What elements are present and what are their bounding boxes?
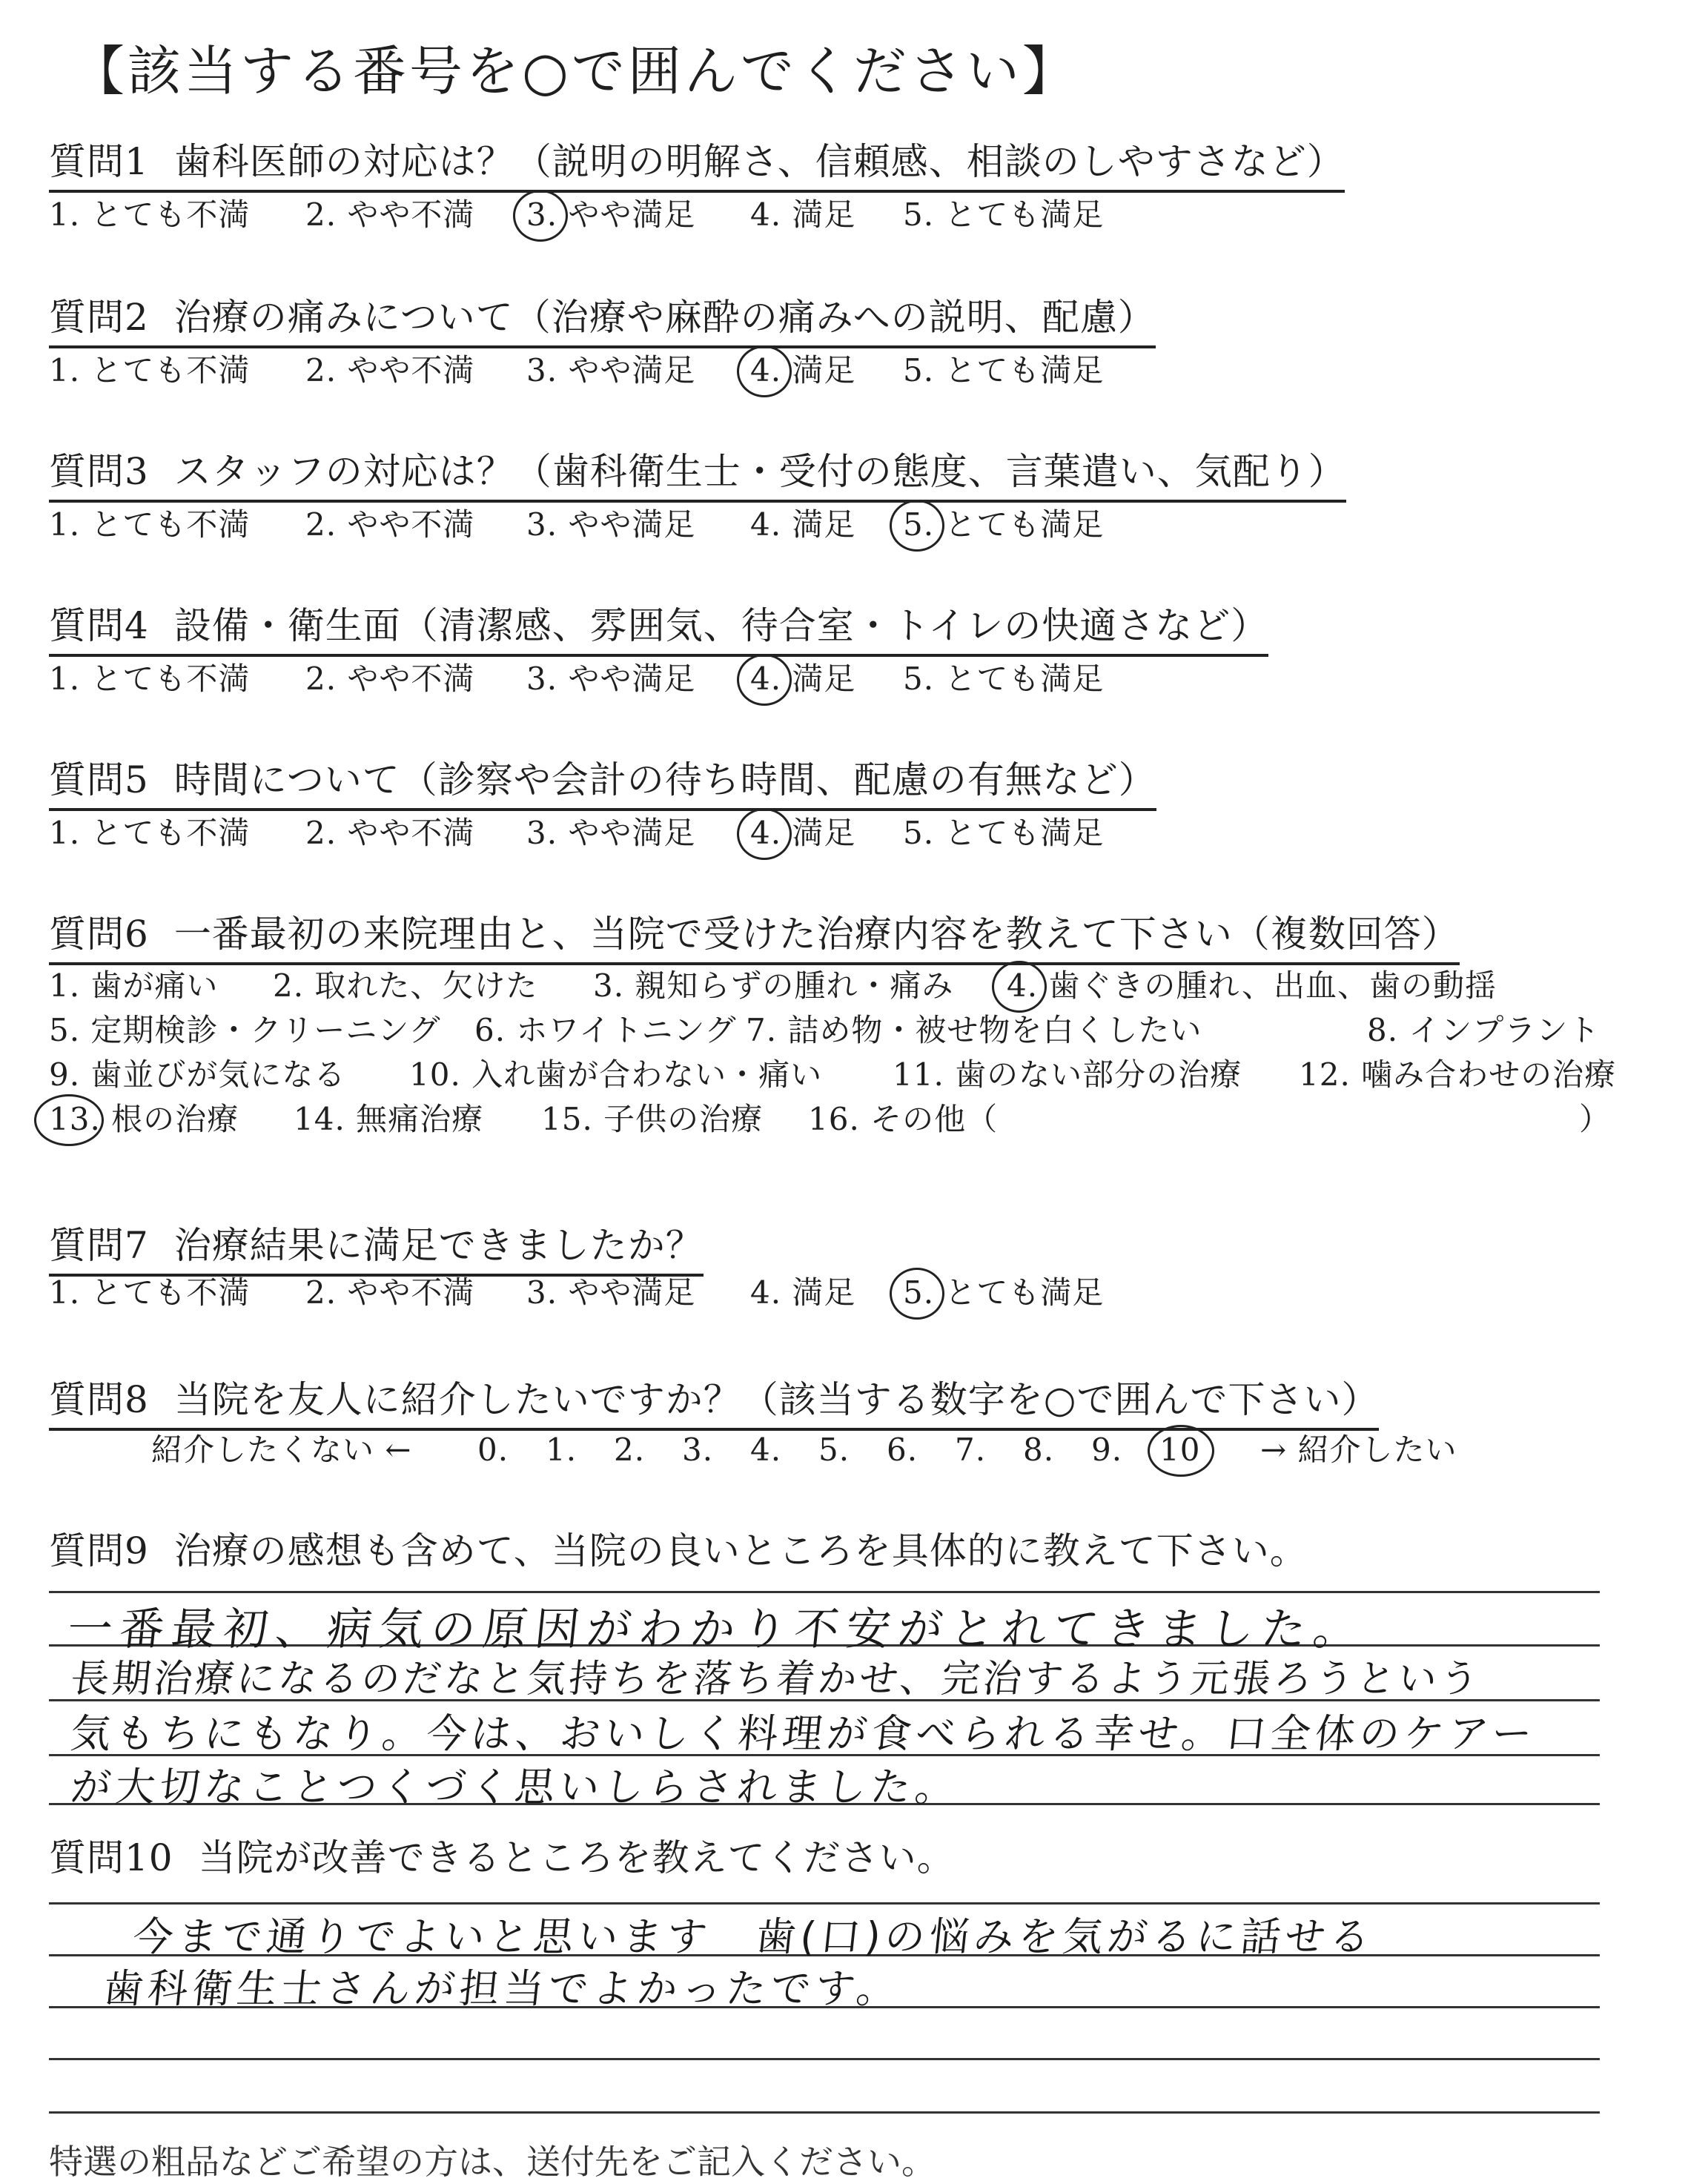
question-3-title <box>49 448 1346 503</box>
treatment-option-2[interactable]: 2. 取れた、欠けた <box>273 967 538 1004</box>
answer-option-5[interactable]: 5. とても満足 <box>903 1274 1105 1311</box>
answer-rule <box>49 2111 1600 2114</box>
treatment-option-11[interactable]: 11. 歯のない部分の治療 <box>893 1056 1242 1093</box>
question-number: 質問1 <box>49 140 149 183</box>
question-text: 歯科医師の対応は？（説明の明解さ、信頼感、相談のしやすさなど） <box>173 140 1345 183</box>
answer-option-4[interactable]: 4. 満足 <box>750 1274 856 1311</box>
treatment-option-1[interactable]: 1. 歯が痛い <box>49 967 219 1004</box>
question-1-title <box>49 138 1345 193</box>
treatment-option-9[interactable]: 9. 歯並びが気になる <box>49 1056 346 1093</box>
handwritten-answer-line: が大切なことつくづく思いしらされました。 <box>68 1764 962 1810</box>
answer-option-4[interactable]: 4. 満足 <box>750 352 856 388</box>
treatment-option-16[interactable]: 16. その他（ <box>808 1101 999 1137</box>
referral-score-1[interactable]: 1. <box>546 1432 577 1468</box>
answer-option-1[interactable]: 1. とても不満 <box>49 661 251 697</box>
page-title: 【該当する番号を○で囲んでください】 <box>71 40 1079 102</box>
referral-score-5[interactable]: 5. <box>818 1432 850 1468</box>
referral-score-10[interactable]: 10 <box>1159 1432 1201 1468</box>
answer-option-4[interactable]: 4. 満足 <box>750 506 856 543</box>
question-10-title <box>49 1834 955 1882</box>
answer-option-4[interactable]: 4. 満足 <box>750 196 856 233</box>
referral-score-0[interactable]: 0. <box>477 1432 509 1468</box>
referral-score-7[interactable]: 7. <box>955 1432 987 1468</box>
answer-rule <box>49 2058 1600 2060</box>
treatment-option-6[interactable]: 6. ホワイトニング <box>474 1012 737 1048</box>
answer-option-1[interactable]: 1. とても不満 <box>49 506 251 543</box>
question-text: 一番最初の来院理由と、当院で受けた治療内容を教えて下さい（複数回答） <box>173 913 1460 956</box>
answer-option-2[interactable]: 2. やや不満 <box>305 352 475 388</box>
treatment-option-7[interactable]: 7. 詰め物・被せ物を白くしたい <box>746 1012 1202 1048</box>
answer-option-3[interactable]: 3. やや満足 <box>526 196 696 233</box>
handwritten-answer-line: 歯科衛生士さんが担当でよかったです。 <box>101 1965 904 2012</box>
answer-option-4[interactable]: 4. 満足 <box>750 661 856 697</box>
question-5-title <box>49 756 1156 811</box>
referral-score-8[interactable]: 8. <box>1023 1432 1055 1468</box>
question-text: 当院が改善できるところを教えてください。 <box>198 1836 955 1879</box>
question-number: 質問8 <box>49 1378 149 1421</box>
answer-option-5[interactable]: 5. とても満足 <box>903 352 1105 388</box>
referral-score-9[interactable]: 9. <box>1091 1432 1123 1468</box>
answer-option-3[interactable]: 3. やや満足 <box>526 352 696 388</box>
answer-rule <box>49 1902 1600 1905</box>
answer-rule <box>49 1591 1600 1593</box>
referral-score-2[interactable]: 2. <box>614 1432 646 1468</box>
referral-score-3[interactable]: 3. <box>682 1432 714 1468</box>
hand-drawn-circle <box>513 190 568 242</box>
hand-drawn-circle <box>737 654 792 706</box>
hand-drawn-circle <box>890 500 944 552</box>
handwritten-answer-line: 一番最初、病気の原因がわかり不安がとれてきました。 <box>64 1604 1368 1655</box>
answer-option-3[interactable]: 3. やや満足 <box>526 506 696 543</box>
handwritten-answer-line: 気もちにもなり。今は、おいしく料理が食べられる幸せ。口全体のケアー <box>68 1710 1539 1757</box>
question-text: 治療結果に満足できましたか？ <box>173 1224 704 1267</box>
question-text: スタッフの対応は？（歯科衛生士・受付の態度、言葉遣い、気配り） <box>173 450 1346 493</box>
question-number: 質問9 <box>49 1529 149 1572</box>
treatment-option-5[interactable]: 5. 定期検診・クリーニング <box>49 1012 441 1048</box>
question-8-title <box>49 1376 1379 1431</box>
treatment-option-3[interactable]: 3. 親知らずの腫れ・痛み <box>593 967 954 1004</box>
answer-option-3[interactable]: 3. やや満足 <box>526 661 696 697</box>
question-7-title <box>49 1222 704 1277</box>
answer-option-2[interactable]: 2. やや不満 <box>305 815 475 851</box>
answer-option-1[interactable]: 1. とても不満 <box>49 1274 251 1311</box>
question-9-title <box>49 1527 1308 1575</box>
treatment-option-13[interactable]: 13. 根の治療 <box>49 1101 239 1137</box>
question-number: 質問2 <box>49 296 149 339</box>
answer-option-1[interactable]: 1. とても不満 <box>49 352 251 388</box>
answer-option-2[interactable]: 2. やや不満 <box>305 196 475 233</box>
treatment-option-4[interactable]: 4. 歯ぐきの腫れ、出血、歯の動揺 <box>1007 967 1497 1004</box>
answer-option-5[interactable]: 5. とても満足 <box>903 661 1105 697</box>
treatment-option-14[interactable]: 14. 無痛治療 <box>294 1101 484 1137</box>
question-number: 質問5 <box>49 758 149 801</box>
answer-option-5[interactable]: 5. とても満足 <box>903 815 1105 851</box>
answer-option-2[interactable]: 2. やや不満 <box>305 506 475 543</box>
hand-drawn-circle <box>1148 1425 1214 1477</box>
hand-drawn-circle <box>737 345 792 397</box>
hand-drawn-circle <box>737 808 792 860</box>
question-2-title <box>49 294 1156 348</box>
question-number: 質問6 <box>49 913 149 956</box>
treatment-option-15[interactable]: 15. 子供の治療 <box>541 1101 764 1137</box>
other-close-paren: ） <box>1579 1101 1612 1137</box>
referral-score-4[interactable]: 4. <box>750 1432 782 1468</box>
question-text: 治療の感想も含めて、当院の良いところを具体的に教えて下さい。 <box>173 1529 1308 1572</box>
question-text: 時間について（診察や会計の待ち時間、配慮の有無など） <box>173 758 1156 801</box>
question-6-title <box>49 910 1460 965</box>
answer-option-5[interactable]: 5. とても満足 <box>903 196 1105 233</box>
treatment-option-8[interactable]: 8. インプラント <box>1367 1012 1601 1048</box>
referral-score-6[interactable]: 6. <box>887 1432 918 1468</box>
question-text: 設備・衛生面（清潔感、雰囲気、待合室・トイレの快適さなど） <box>173 604 1269 647</box>
question-number: 質問10 <box>49 1836 173 1879</box>
answer-option-3[interactable]: 3. やや満足 <box>526 815 696 851</box>
answer-option-2[interactable]: 2. やや不満 <box>305 661 475 697</box>
question-number: 質問3 <box>49 450 149 493</box>
question-text: 当院を友人に紹介したいですか？（該当する数字を○で囲んで下さい） <box>173 1378 1380 1421</box>
hand-drawn-circle <box>992 961 1047 1013</box>
question-text: 治療の痛みについて（治療や麻酔の痛みへの説明、配慮） <box>173 296 1156 339</box>
question-4-title <box>49 602 1268 657</box>
answer-option-2[interactable]: 2. やや不満 <box>305 1274 475 1311</box>
handwritten-answer-line: 長期治療になるのだなと気持ちを落ち着かせ、完治するよう元張ろうという <box>68 1657 1484 1701</box>
answer-option-3[interactable]: 3. やや満足 <box>526 1274 696 1311</box>
hand-drawn-circle <box>34 1094 104 1146</box>
question-number: 質問7 <box>49 1224 149 1267</box>
answer-option-1[interactable]: 1. とても不満 <box>49 815 251 851</box>
hand-drawn-circle <box>890 1268 944 1320</box>
referral-right-label: → 紹介したい <box>1260 1432 1457 1468</box>
answer-option-4[interactable]: 4. 満足 <box>750 815 856 851</box>
treatment-option-12[interactable]: 12. 噛み合わせの治療 <box>1299 1056 1617 1093</box>
answer-option-5[interactable]: 5. とても満足 <box>903 506 1105 543</box>
question-number: 質問4 <box>49 604 149 647</box>
referral-left-label: 紹介したくない ← <box>151 1432 412 1468</box>
treatment-option-10[interactable]: 10. 入れ歯が合わない・痛い <box>409 1056 823 1093</box>
handwritten-answer-line: 今まで通りでよいと思います 歯(口)の悩みを気がるに話せる <box>130 1913 1377 1960</box>
footer-note: 特選の粗品などご希望の方は、送付先をご記入ください。 <box>49 2142 936 2182</box>
answer-option-1[interactable]: 1. とても不満 <box>49 196 251 233</box>
